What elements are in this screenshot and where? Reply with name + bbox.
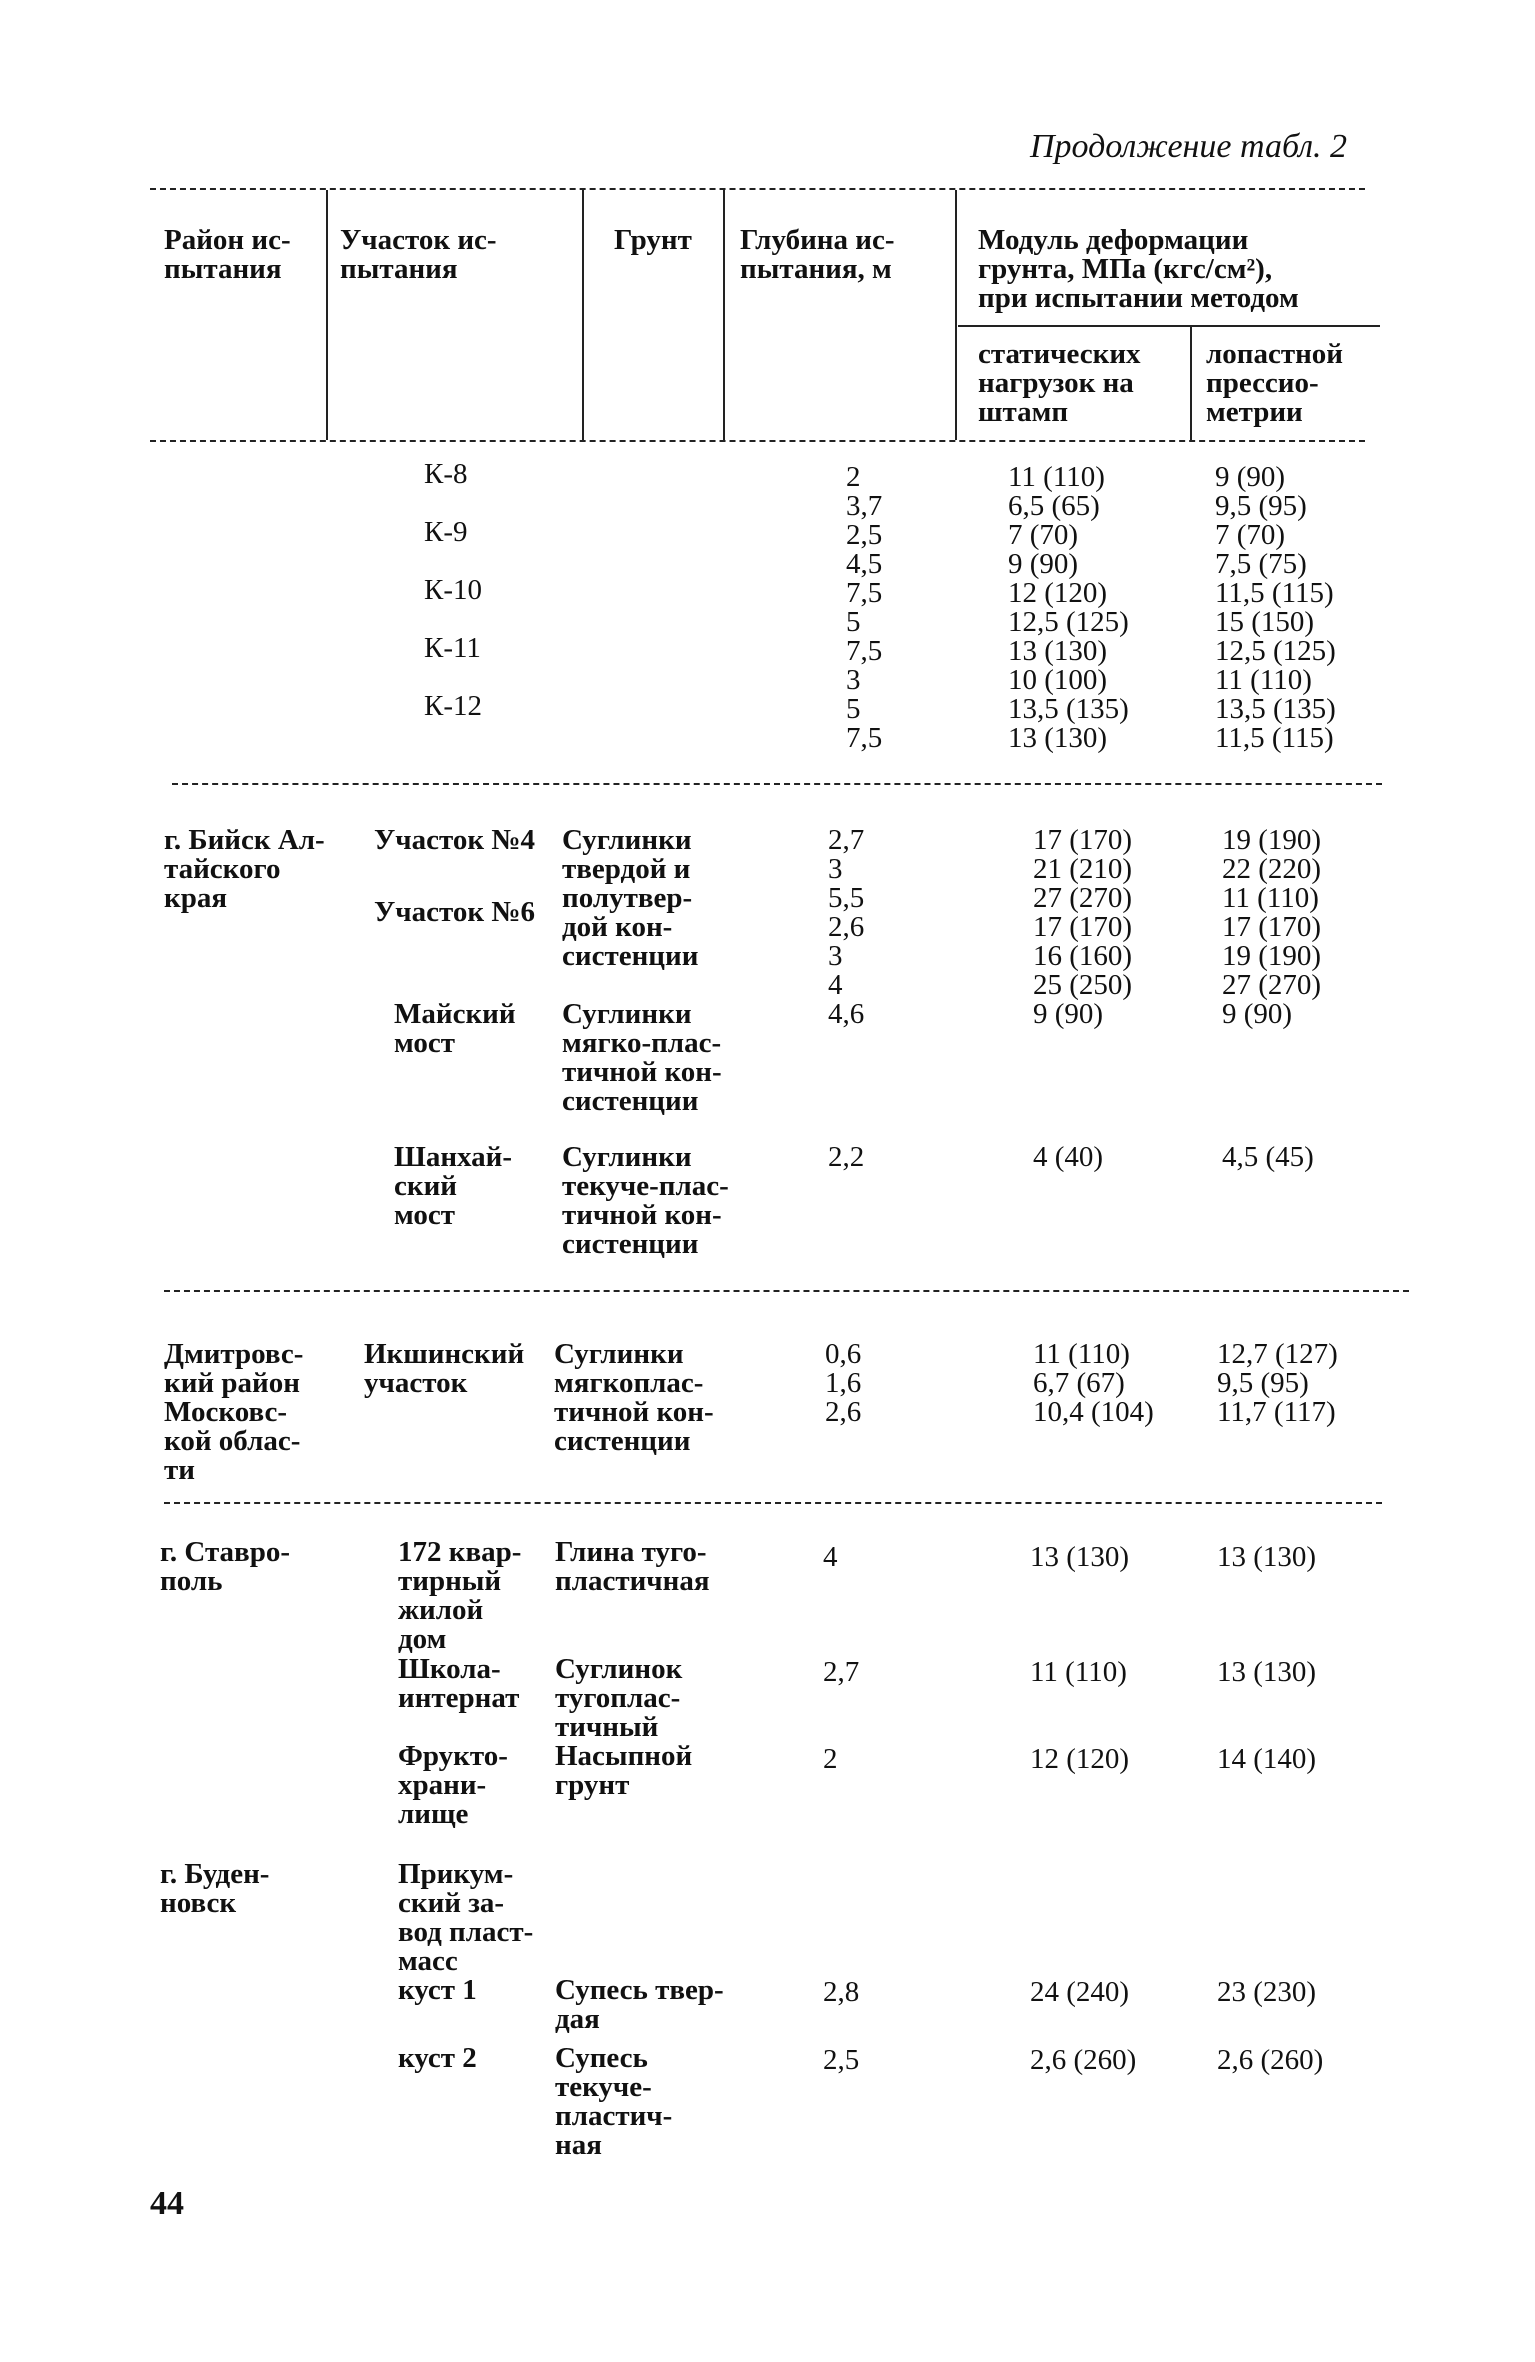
header-soil: Грунт: [614, 224, 692, 256]
blade-ikshinskiy: 12,7 (127) 9,5 (95) 11,7 (117): [1217, 1338, 1338, 1428]
soil-shanhay: Суглинки текуче-плас- тичной кон- систенции: [562, 1141, 729, 1260]
blade-biysk-a: 19 (190) 22 (220) 11 (110) 17 (170) 19 (190) 27 (270): [1222, 824, 1322, 1001]
group-rule-3: [164, 1502, 1382, 1504]
col-divider-5: [1190, 326, 1192, 440]
sites-k: К-8 К-9 К-10 К-11 К-12: [424, 458, 482, 722]
header-bottom-rule: [150, 440, 1365, 442]
blade-fruit: 14 (140): [1217, 1743, 1317, 1775]
depths-ikshinskiy: 0,6 1,6 2,6: [825, 1338, 862, 1428]
depth-172: 4: [823, 1541, 838, 1573]
soil-172: Глина туго- пластичная: [555, 1536, 710, 1597]
depth-kust2: 2,5: [823, 2044, 860, 2076]
group-rule-2: [164, 1290, 1409, 1292]
region-stavropol: г. Ставро- поль: [160, 1536, 291, 1597]
soil-kust2: Супесь текуче- пластич- ная: [555, 2042, 673, 2161]
site-mayskiy: Майский мост: [394, 998, 516, 1059]
header-depth: Глубина ис- пытания, м: [740, 224, 895, 285]
depths-k: 2 3,7 2,5 4,5 7,5 5 7,5 3 5 7,5: [846, 461, 883, 754]
static-kust1: 24 (240): [1030, 1976, 1130, 2008]
static-k: 11 (110) 6,5 (65) 7 (70) 9 (90) 12 (120) 12,5 (125) 13 (130) 10 (100) 13,5 (135) 13 (130): [1008, 461, 1129, 754]
blade-kust1: 23 (230): [1217, 1976, 1317, 2008]
soil-school: Суглинок тугоплас- тичный: [555, 1653, 683, 1743]
static-ikshinskiy: 11 (110) 6,7 (67) 10,4 (104): [1033, 1338, 1154, 1428]
header-sub-rule: [958, 325, 1380, 327]
col-divider-1: [326, 190, 328, 440]
soil-biysk-a: Суглинки твердой и полутвер- дой кон- систенции: [562, 824, 699, 972]
soil-mayskiy: Суглинки мягко-плас- тичной кон- систенции: [562, 998, 722, 1117]
site-school: Школа- интернат: [398, 1653, 520, 1714]
col-divider-2: [582, 190, 584, 440]
col-divider-3: [723, 190, 725, 440]
col-divider-4: [955, 190, 957, 440]
site-kust2: куст 2: [398, 2042, 477, 2074]
header-region: Район ис- пытания: [164, 224, 291, 285]
site-6: Участок №6: [374, 896, 535, 928]
static-mayskiy: 9 (90): [1033, 998, 1104, 1030]
depth-shanhay: 2,2: [828, 1141, 865, 1173]
site-172: 172 квар- тирный жилой дом: [398, 1536, 522, 1655]
site-prikumskiy: Прикум- ский за- вод пласт- масс: [398, 1858, 534, 1977]
soil-fruit: Насыпной грунт: [555, 1740, 693, 1801]
blade-kust2: 2,6 (260): [1217, 2044, 1324, 2076]
group-rule-1: [172, 783, 1382, 785]
region-dmitrov: Дмитровс- кий район Московс- кой облас- ти: [164, 1338, 304, 1486]
blade-school: 13 (130): [1217, 1656, 1317, 1688]
static-biysk-a: 17 (170) 21 (210) 27 (270) 17 (170) 16 (160) 25 (250): [1033, 824, 1133, 1001]
site-fruit: Фрукто- храни- лище: [398, 1740, 508, 1830]
static-fruit: 12 (120): [1030, 1743, 1130, 1775]
depth-mayskiy: 4,6: [828, 998, 865, 1030]
site-4: Участок №4: [374, 824, 535, 856]
static-school: 11 (110): [1030, 1656, 1127, 1688]
header-static: статических нагрузок на штамп: [978, 338, 1141, 428]
region-budennovsk: г. Буден- новск: [160, 1858, 270, 1919]
blade-mayskiy: 9 (90): [1222, 998, 1293, 1030]
blade-172: 13 (130): [1217, 1541, 1317, 1573]
depth-school: 2,7: [823, 1656, 860, 1688]
static-kust2: 2,6 (260): [1030, 2044, 1137, 2076]
header-top-rule: [150, 188, 1365, 190]
soil-ikshinskiy: Суглинки мягкоплас- тичной кон- систенции: [554, 1338, 714, 1457]
site-shanhay: Шанхай- ский мост: [394, 1141, 513, 1231]
header-modulus: Модуль деформации грунта, МПа (кгс/см²), при испытании методом: [978, 224, 1299, 314]
page-number: 44: [150, 2185, 184, 2222]
blade-shanhay: 4,5 (45): [1222, 1141, 1314, 1173]
site-kust1: куст 1: [398, 1974, 477, 2006]
depth-kust1: 2,8: [823, 1976, 860, 2008]
table-caption: Продолжение табл. 2: [1030, 128, 1348, 165]
static-172: 13 (130): [1030, 1541, 1130, 1573]
depths-biysk-a: 2,7 3 5,5 2,6 3 4: [828, 824, 865, 1001]
soil-kust1: Супесь твер- дая: [555, 1974, 724, 2035]
site-ikshinskiy: Икшинский участок: [364, 1338, 525, 1399]
depth-fruit: 2: [823, 1743, 838, 1775]
region-biysk: г. Бийск Ал- тайского края: [164, 824, 325, 914]
blade-k: 9 (90) 9,5 (95) 7 (70) 7,5 (75) 11,5 (115) 15 (150) 12,5 (125) 11 (110) 13,5 (135) 11,5 (115): [1215, 461, 1336, 754]
header-blade: лопастной прессио- метрии: [1206, 338, 1344, 428]
header-site: Участок ис- пытания: [340, 224, 497, 285]
static-shanhay: 4 (40): [1033, 1141, 1104, 1173]
